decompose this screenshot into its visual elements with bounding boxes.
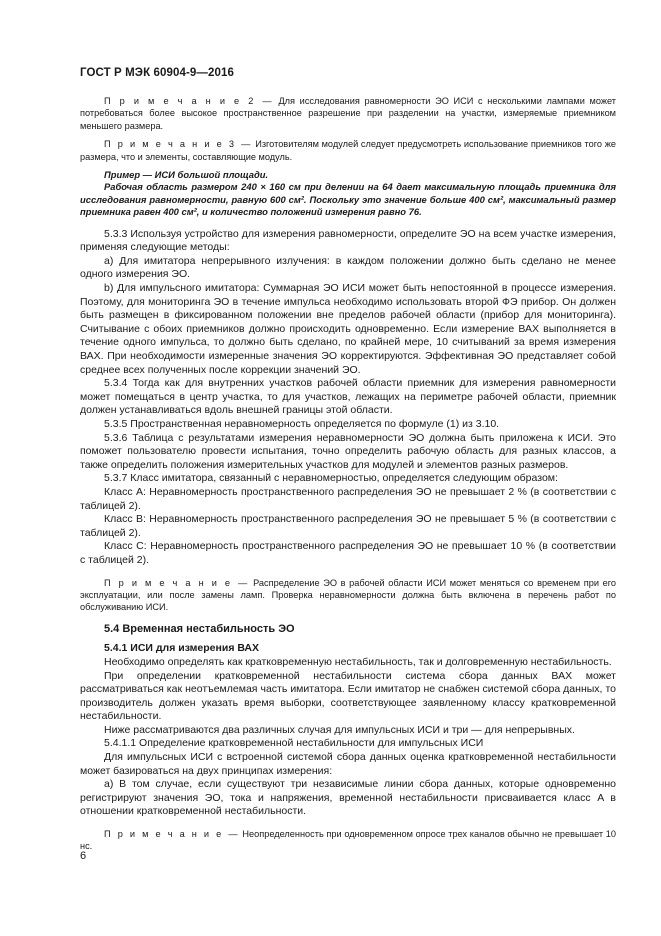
note-distribution-label: П р и м е ч а н и е — [104, 577, 250, 588]
para-5-3-6: 5.3.6 Таблица с результатами измерения неравномерности ЭО должна быть приложена к ИСИ. Это поможет пользователю провести испытания, точно определить рабочую область для разных классов, а также определить положения измерительных участков для модулей и элементов разных размеров. [80, 431, 616, 471]
para-5-4-1-a: Необходимо определять как кратковременную нестабильность, так и долговременную нестабильность. [104, 655, 612, 668]
note-2 [80, 95, 616, 132]
class-a: Класс A: Неравномерность пространственного распределения ЭО не превышает 2 % (в соответствии с таблицей 2). [80, 485, 616, 512]
para-5-4-1-1-a: Для импульсных ИСИ с встроенной системой сбора данных оценка кратковременной нестабильности может базироваться на двух принципах измерения: [80, 751, 616, 777]
note-distribution [80, 577, 616, 614]
page-number: 6 [80, 850, 87, 862]
para-5-4-1-1-b: a) В том случае, если существуют три независимые линии сбора данных, которые одновременно регистрируют значения ЭО, тока и напряжения, временной нестабильности присваивается класс A в отношении кратковременной нестабильности. [80, 778, 616, 818]
note-distribution-text: Распределение ЭО в рабочей области ИСИ может меняться со временем при его эксплуатации, или после замены ламп. Проверка неравномерности должна быть включена в перечень работ по обслуживанию ИСИ. [80, 577, 616, 613]
note-2-text: Для исследования равномерности ЭО ИСИ с несколькими лампами может потребоваться более высокое пространственное разрешение при разделении на участки, измеряемые приемником меньшего размера. [80, 96, 616, 131]
note-3-text: Изготовителям модулей следует предусмотреть использование приемников того же размера, что и элементы, составляющие модуль. [80, 139, 616, 162]
note-3 [80, 138, 616, 163]
note-2-label: П р и м е ч а н и е 2 — [104, 96, 274, 106]
class-b: Класс B: Неравномерность пространственного распределения ЭО не превышает 5 % (в соответствии с таблицей 2). [80, 513, 616, 539]
section-5-4-1-heading: 5.4.1 ИСИ для измерения ВАХ [104, 642, 260, 655]
para-5-3-7: 5.3.7 Класс имитатора, связанный с неравномерностью, определяется следующим образом: [104, 472, 558, 485]
section-5-4-heading: 5.4 Временная нестабильность ЭО [104, 622, 295, 635]
note-uncertainty [80, 828, 616, 853]
note-3-label: П р и м е ч а н и е 3 — [104, 139, 253, 150]
para-5-3-3: 5.3.3 Используя устройство для измерения равномерности, определите ЭО на всем участке измерения, применяя следующие методы: [80, 227, 616, 254]
para-5-4-1-c: Ниже рассматриваются два различных случая для импульсных ИСИ и три — для непрерывных. [104, 723, 575, 736]
para-5-3-3-b: b) Для импульсного имитатора: Суммарная ЭО ИСИ может быть непостоянной в процессе измерения. Поэтому, для мониторинга ЭО в течение импульса необходимо использовать второй ФЭ прибор. Он должен быть размещен в фиксированном положении вне пределов рабочей области (прибор для мониторинга). Считывание с обоих приемников должно происходить одновременно. Если измерение ВАХ выполняется в течение одного импульса, то должно быть сделано, по крайней мере, 10 считываний за время измерения ВАХ. При необходимости измеренные значения ЭО корректируются. Эффективная ЭО представляет собой среднее всех полученных после коррекции значений ЭО. [80, 282, 616, 376]
note-uncertainty-label: П р и м е ч а н и е — [104, 829, 240, 840]
para-5-3-3-a: a) Для имитатора непрерывного излучения: в каждом положении должно быть сделано не менее одного измерения ЭО. [80, 254, 616, 281]
page-header-standard-id: ГОСТ Р МЭК 60904-9—2016 [80, 67, 234, 79]
example-body: Рабочая область размером 240 × 160 см при делении на 64 дает максимальную площадь приемника для исследования равномерности, равную 600 см². Поскольку это значение больше 400 см², максимальный размер приемника равен 400 см², и количество положений измерения равно 76. [80, 181, 616, 218]
para-5-3-4: 5.3.4 Тогда как для внутренних участков рабочей области приемник для измерения равномерности может помещаться в центр участка, то для участков, лежащих на периметре рабочей области, приемник должен устанавливаться вдоль внешней границы этой области. [80, 377, 616, 417]
para-5-4-1-1: 5.4.1.1 Определение кратковременной нестабильности для импульсных ИСИ [104, 737, 484, 750]
page-content [80, 95, 616, 853]
class-c: Класс C: Неравномерность пространственного распределения ЭО не превышает 10 % (в соответствии с таблицей 2). [80, 540, 616, 566]
para-5-4-1-b: При определении кратковременной нестабильности система сбора данных ВАХ может рассматриваться как неотъемлемая часть имитатора. Если имитатор не снабжен системой сбора данных, то производитель должен указать время выборки, соответствующее заявленному классу кратковременной нестабильности. [80, 669, 616, 723]
example-title: Пример — ИСИ большой площади. [104, 169, 269, 181]
note-uncertainty-text: Неопределенность при одновременном опросе трех каналов обычно не превышает 10 нс. [80, 829, 616, 852]
para-5-3-5: 5.3.5 Пространственная неравномерность определяется по формуле (1) из 3.10. [104, 417, 500, 430]
